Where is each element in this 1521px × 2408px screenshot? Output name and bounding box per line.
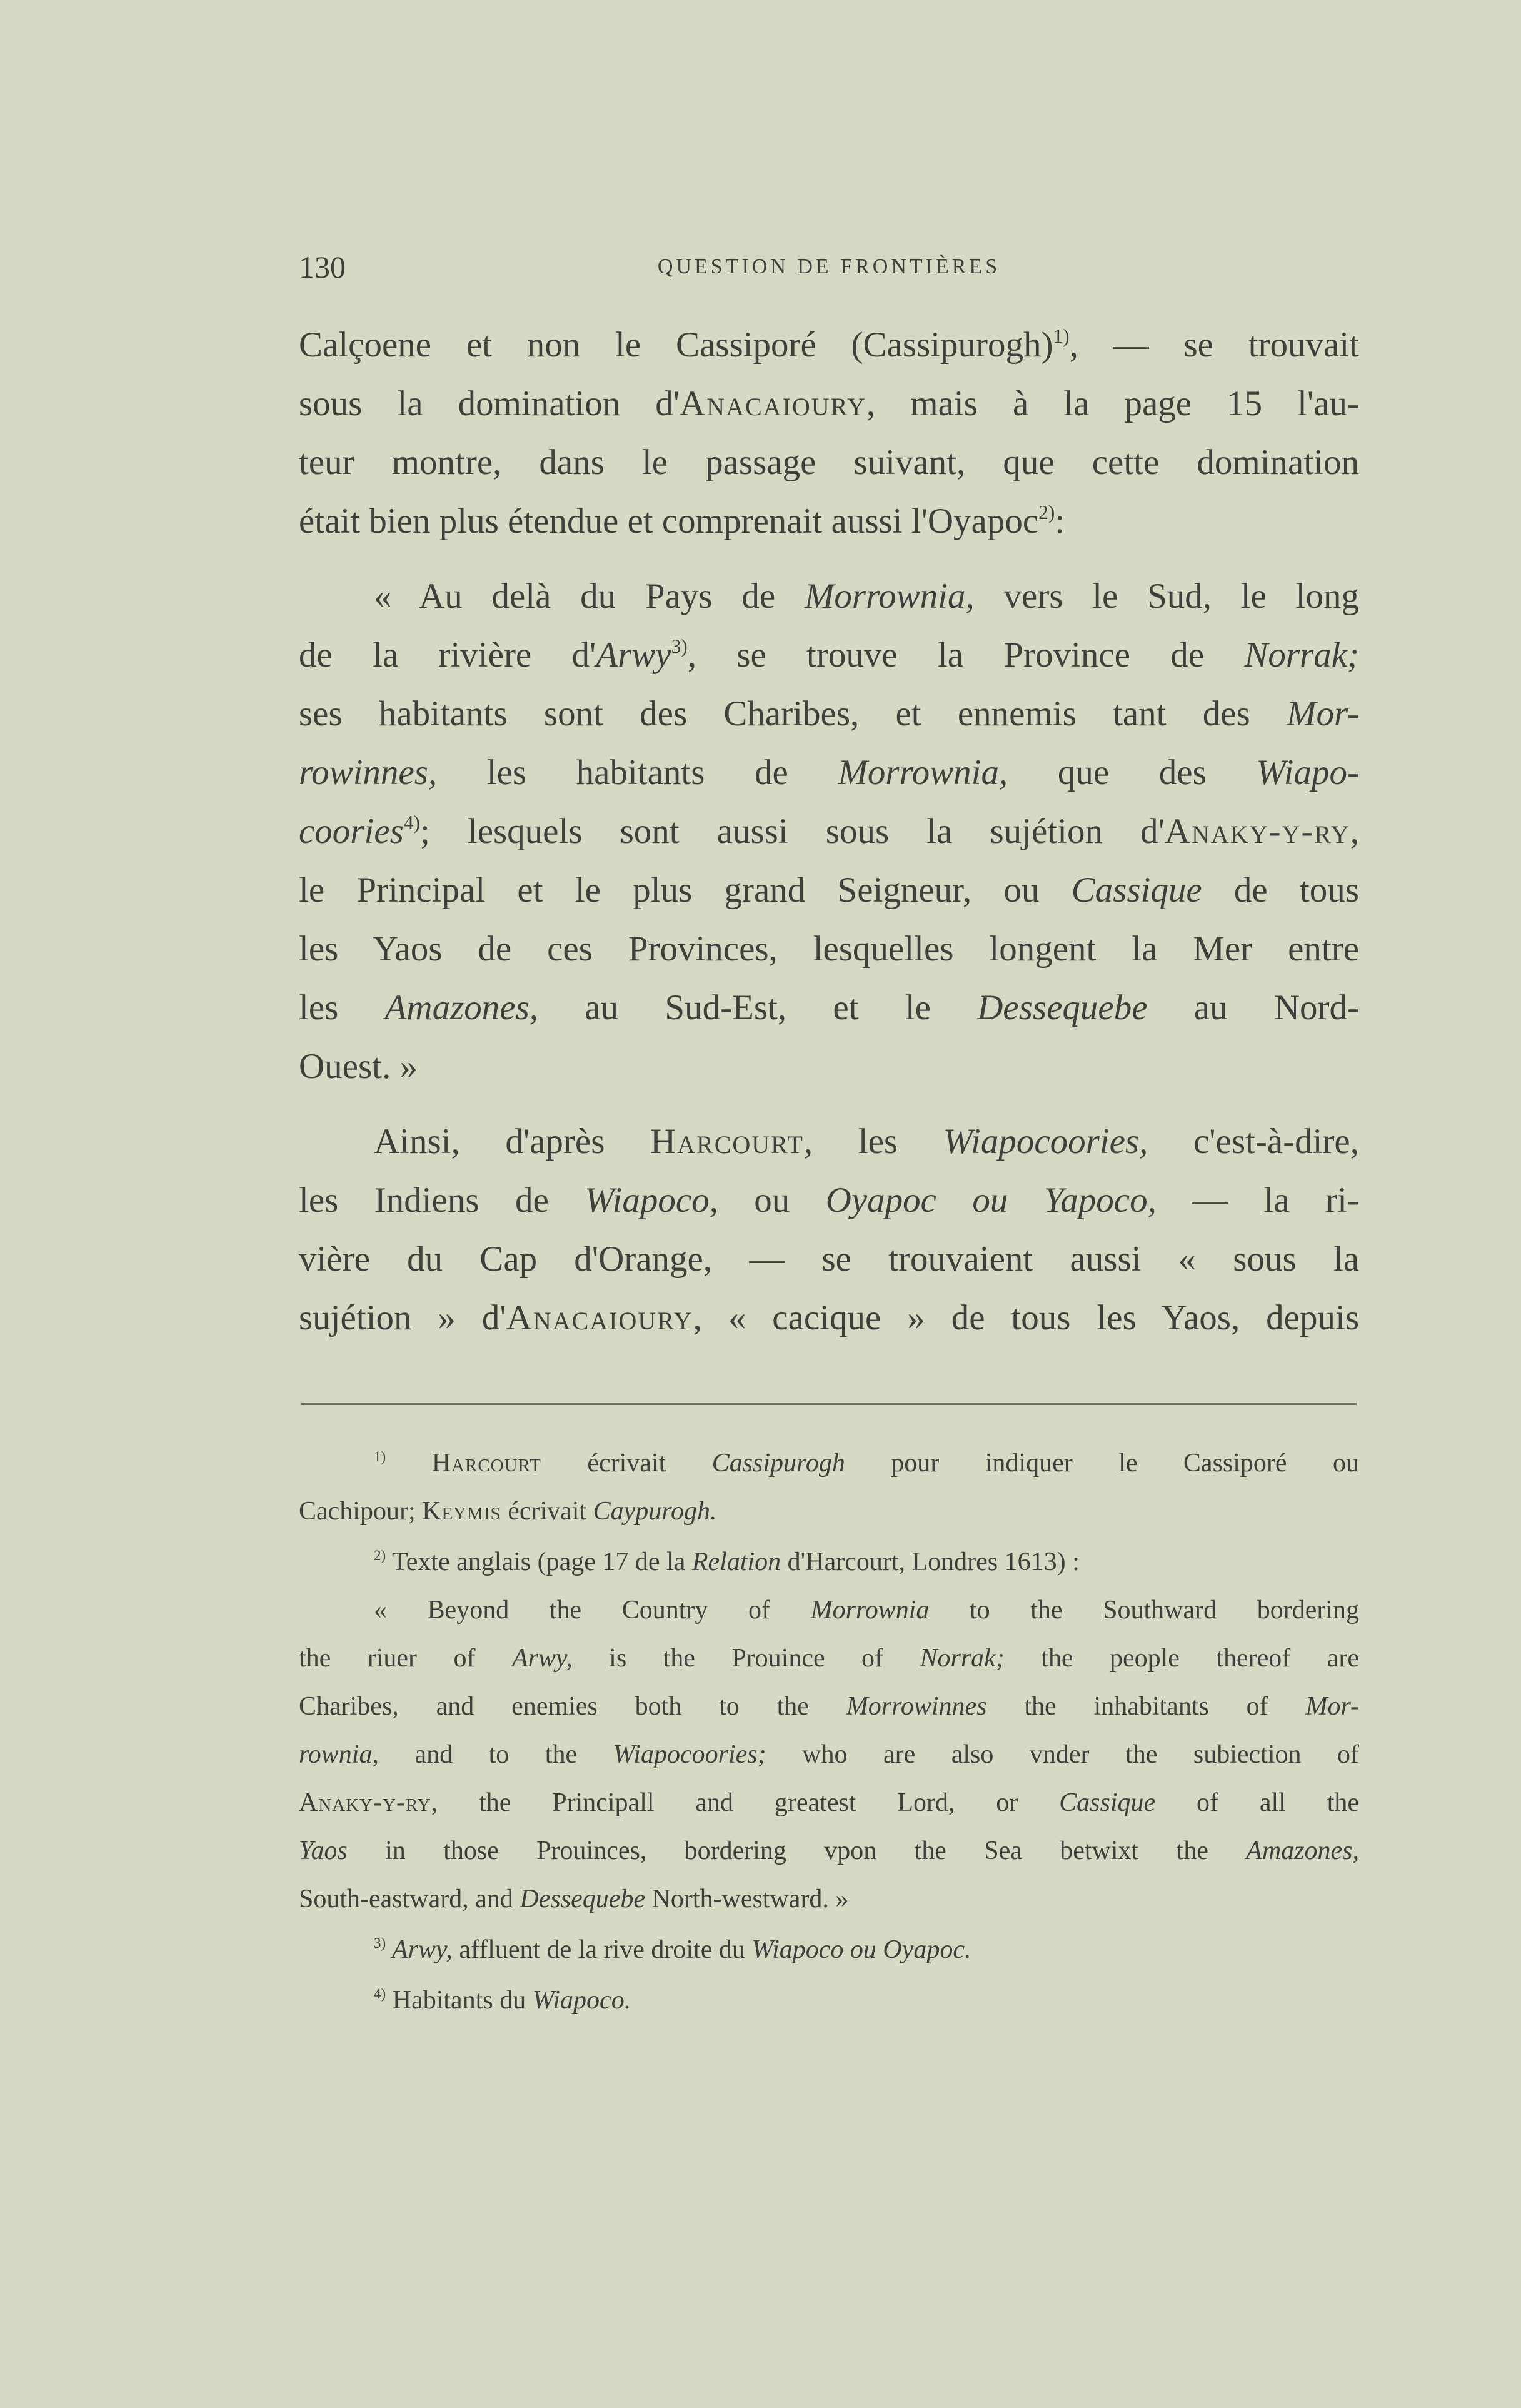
text-line: les Indiens de Wiapoco, ou Oyapoc ou Yapoco, — la ri- xyxy=(299,1181,1360,1220)
footnote-4: $^{4)}$ Habitants du Wiapoco. xyxy=(374,1985,631,2015)
quote-line: Ouest. » xyxy=(299,1047,418,1086)
person-name: Keymis xyxy=(422,1497,501,1526)
person-name: Anaky-y-ry xyxy=(1164,812,1350,851)
text-line: Ainsi, d'après Harcourt, les Wiapocoories, c'est-à-dire, xyxy=(374,1122,1359,1161)
footnote-1: $^{1)}$ Harcourt écrivait Cassipurogh pour indiquer le Cassiporé ou xyxy=(374,1448,1359,1478)
english-quote-line: rownia, and to the Wiapocoories; who are also vnder the subiection of xyxy=(299,1740,1359,1769)
footnote-ref: 3) xyxy=(671,635,688,658)
quote-line: coories$^{4)}$; lesquels sont aussi sous la sujétion d'Anaky-y-ry, xyxy=(299,812,1359,851)
text-line: sujétion » d'Anacaioury, « cacique » de tous les Yaos, depuis xyxy=(299,1298,1359,1337)
footnote-mark: 2) xyxy=(374,1546,386,1563)
quote-line: rowinnes, les habitants de Morrownia, que des Wiapo- xyxy=(299,753,1359,792)
footnotes xyxy=(299,1439,1359,2025)
page-header xyxy=(299,249,1359,293)
english-quote-line: South-eastward, and Dessequebe North-westward. » xyxy=(299,1885,849,1913)
main-text xyxy=(299,316,1359,1348)
text-line: était bien plus étendue et comprenait aussi l'Oyapoc$^{2)}$: xyxy=(299,501,1065,541)
english-quote-line: the riuer of Arwy, is the Prouince of Norrak; the people thereof are xyxy=(299,1644,1359,1673)
footnote-2: $^{2)}$ Texte anglais (page 17 de la Relation d'Harcourt, Londres 1613) : xyxy=(374,1546,1080,1576)
footnote-mark: 4) xyxy=(374,1985,386,2002)
text-line: vière du Cap d'Orange, — se trouvaient aussi « sous la xyxy=(299,1239,1359,1279)
footnote-ref: 4) xyxy=(403,812,420,834)
person-name: Anaky-y-ry xyxy=(299,1788,431,1817)
quote-line: les Amazones, au Sud-Est, et le Dessequebe au Nord- xyxy=(299,988,1359,1027)
english-quote-line: Yaos in those Prouinces, bordering vpon the Sea betwixt the Amazones, xyxy=(299,1836,1359,1865)
person-name: Harcourt xyxy=(650,1122,804,1161)
quote-line: de la rivière d'Arwy$^{3)}$, se trouve la Province de Norrak; xyxy=(299,635,1359,675)
running-head: QUESTION DE FRONTIÈRES xyxy=(657,255,1001,278)
quote-line: « Au delà du Pays de Morrownia, vers le Sud, le long xyxy=(374,577,1359,616)
text-line: teur montre, dans le passage suivant, que cette domination xyxy=(299,443,1359,482)
footnote-divider xyxy=(301,1403,1357,1405)
quote-line: le Principal et le plus grand Seigneur, ou Cassique de tous xyxy=(299,870,1359,910)
footnote-ref: 1) xyxy=(1053,325,1070,348)
english-quote-line: Anaky-y-ry, the Principall and greatest Lord, or Cassique of all the xyxy=(299,1788,1359,1817)
person-name: Anacaioury xyxy=(506,1298,693,1337)
footnote-mark: 1) xyxy=(374,1448,386,1464)
text-line: sous la domination d'Anacaioury, mais à la page 15 l'au- xyxy=(299,384,1359,423)
footnote-ref: 2) xyxy=(1038,501,1055,524)
person-name: Harcourt xyxy=(431,1449,541,1478)
footnote-1-line: Cachipour; Keymis écrivait Caypurogh. xyxy=(299,1497,717,1526)
text-line: Calçoene et non le Cassiporé (Cassipurogh)$^{1)}$, — se trouvait xyxy=(299,325,1359,365)
quote-line: ses habitants sont des Charibes, et ennemis tant des Mor- xyxy=(299,694,1359,733)
quote-line: les Yaos de ces Provinces, lesquelles longent la Mer entre xyxy=(299,929,1359,969)
english-quote-line: Charibes, and enemies both to the Morrowinnes the inhabitants of Mor- xyxy=(299,1692,1359,1721)
footnote-mark: 3) xyxy=(374,1934,386,1951)
page-number: 130 xyxy=(299,249,346,285)
english-quote-line: « Beyond the Country of Morrownia to the Southward bordering xyxy=(374,1596,1360,1625)
footnote-3: $^{3)}$ Arwy, affluent de la rive droite du Wiapoco ou Oyapoc. xyxy=(374,1934,971,1964)
person-name: Anacaioury xyxy=(680,384,866,423)
